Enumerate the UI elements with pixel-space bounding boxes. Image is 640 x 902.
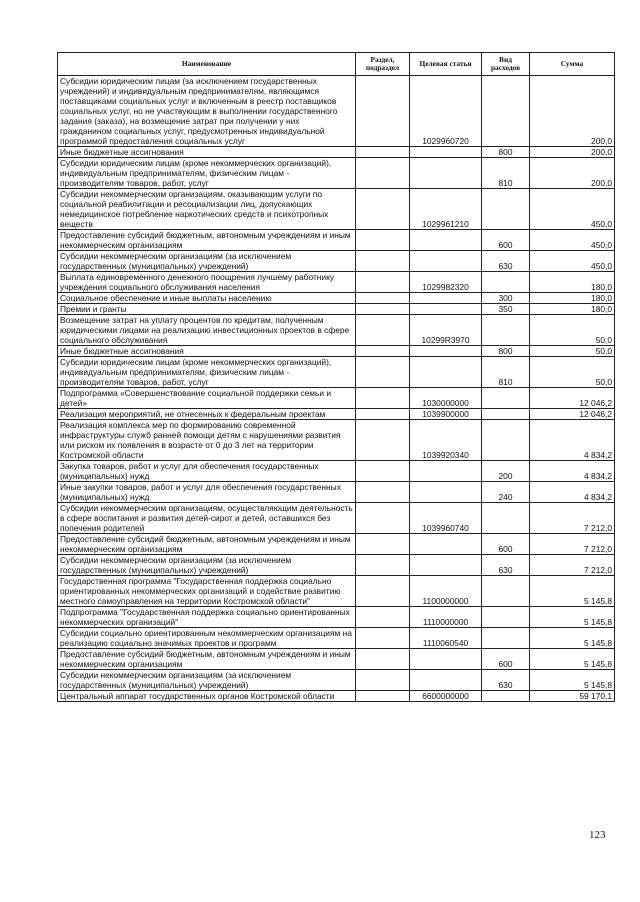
cell-kind: 800 [482, 147, 530, 158]
cell-name: Иные закупки товаров, работ и услуг для обеспечения государственных (муниципальных) нужд [58, 482, 356, 503]
cell-kind: 630 [482, 555, 530, 576]
cell-name: Реализация комплекса мер по формированию современной инфраструктуры служб ранней помощи детям с нарушениями развития или риском их появления в возрасте от 0 до 3 лет на территории Костромской области [58, 420, 356, 461]
table-row [58, 388, 615, 409]
cell-target: 6600000000 [410, 691, 482, 702]
cell-kind [482, 315, 530, 346]
page-number: 123 [589, 829, 606, 841]
cell-target [410, 357, 482, 388]
table-row [58, 691, 615, 702]
cell-target [410, 304, 482, 315]
cell-sum: 450,0 [530, 251, 615, 272]
header-sum: Сумма [530, 53, 615, 76]
cell-sum: 5 145,8 [530, 670, 615, 691]
cell-target: 1039920340 [410, 420, 482, 461]
cell-sum: 12 046,2 [530, 388, 615, 409]
table-row [58, 158, 615, 189]
cell-section [356, 76, 410, 147]
cell-sum: 4 834,2 [530, 420, 615, 461]
cell-target [410, 346, 482, 357]
cell-sum: 200,0 [530, 147, 615, 158]
table-row [58, 272, 615, 293]
cell-name: Субсидии некоммерческим организациям, осуществляющим деятельность в сфере воспитания и развития детей-сирот и детей, оставшихся без попечения родителей [58, 503, 356, 534]
cell-name: Социальное обеспечение и иные выплаты населению [58, 293, 356, 304]
cell-sum: 450,0 [530, 230, 615, 251]
cell-sum: 180,0 [530, 272, 615, 293]
cell-sum: 5 145,8 [530, 628, 615, 649]
cell-target: 1039900000 [410, 409, 482, 420]
table-row [58, 670, 615, 691]
table-row [58, 628, 615, 649]
cell-target: 1110000000 [410, 607, 482, 628]
cell-sum: 4 834,2 [530, 482, 615, 503]
cell-name: Субсидии юридическим лицам (кроме некоммерческих организаций), индивидуальным предпринимателям, физическим лицам - производителям товаров, работ, услуг [58, 357, 356, 388]
cell-name: Премии и гранты [58, 304, 356, 315]
cell-kind [482, 607, 530, 628]
table-row [58, 304, 615, 315]
table-row [58, 76, 615, 147]
table-row [58, 482, 615, 503]
cell-sum: 5 145,8 [530, 607, 615, 628]
header-section: Раздел, подраздел [356, 53, 410, 76]
cell-name: Выплата единовременного денежного поощрения лучшему работнику учреждения социального обслуживания населения [58, 272, 356, 293]
cell-kind [482, 503, 530, 534]
cell-name: Субсидии некоммерческим организациям (за исключением государственных (муниципальных) учреждений) [58, 251, 356, 272]
cell-kind [482, 628, 530, 649]
cell-sum: 180,0 [530, 293, 615, 304]
cell-section [356, 272, 410, 293]
cell-kind: 240 [482, 482, 530, 503]
cell-section [356, 420, 410, 461]
cell-name: Субсидии юридическим лицам (кроме некоммерческих организаций), индивидуальным предпринимателям, физическим лицам - производителям товаров, работ, услуг [58, 158, 356, 189]
cell-sum: 450,0 [530, 189, 615, 230]
table-row [58, 534, 615, 555]
cell-section [356, 628, 410, 649]
cell-section [356, 482, 410, 503]
cell-sum: 5 145,8 [530, 576, 615, 607]
cell-sum: 200,0 [530, 158, 615, 189]
cell-kind [482, 576, 530, 607]
cell-target [410, 670, 482, 691]
cell-target: 10299R3970 [410, 315, 482, 346]
header-target: Целевая статья [410, 53, 482, 76]
cell-kind [482, 691, 530, 702]
cell-name: Иные бюджетные ассигнования [58, 346, 356, 357]
cell-section [356, 388, 410, 409]
table-header-row [58, 53, 615, 76]
cell-name: Центральный аппарат государственных органов Костромской области [58, 691, 356, 702]
cell-section [356, 293, 410, 304]
cell-name: Возмещение затрат на уплату процентов по кредитам, полученным юридическими лицами на реализацию инвестиционных проектов в сфере социального обслуживания [58, 315, 356, 346]
cell-name: Подпрограмма "Государственная поддержка социально ориентированных некоммерческих организаций" [58, 607, 356, 628]
cell-kind: 600 [482, 230, 530, 251]
cell-section [356, 649, 410, 670]
cell-target: 1039960740 [410, 503, 482, 534]
cell-target [410, 534, 482, 555]
cell-target [410, 293, 482, 304]
cell-sum: 200,0 [530, 76, 615, 147]
cell-name: Субсидии некоммерческим организациям (за исключением государственных (муниципальных) учреждений) [58, 670, 356, 691]
cell-target: 1029961210 [410, 189, 482, 230]
cell-kind: 630 [482, 670, 530, 691]
cell-sum: 59 170,1 [530, 691, 615, 702]
table-row [58, 315, 615, 346]
cell-sum: 180,0 [530, 304, 615, 315]
cell-section [356, 158, 410, 189]
cell-name: Предоставление субсидий бюджетным, автономным учреждениям и иным некоммерческим организациям [58, 534, 356, 555]
cell-section [356, 409, 410, 420]
cell-sum: 12 046,2 [530, 409, 615, 420]
cell-target [410, 158, 482, 189]
cell-target [410, 555, 482, 576]
cell-name: Иные бюджетные ассигнования [58, 147, 356, 158]
cell-sum: 50,0 [530, 346, 615, 357]
cell-target: 1110060540 [410, 628, 482, 649]
cell-kind: 300 [482, 293, 530, 304]
cell-sum: 5 145,8 [530, 649, 615, 670]
cell-section [356, 230, 410, 251]
cell-section [356, 315, 410, 346]
cell-kind: 630 [482, 251, 530, 272]
cell-kind [482, 409, 530, 420]
cell-target: 1030000000 [410, 388, 482, 409]
table-row [58, 357, 615, 388]
cell-name: Закупка товаров, работ и услуг для обеспечения государственных (муниципальных) нужд [58, 461, 356, 482]
table-row [58, 461, 615, 482]
table-row [58, 555, 615, 576]
cell-sum: 50,0 [530, 357, 615, 388]
table-row [58, 230, 615, 251]
table-row [58, 649, 615, 670]
cell-kind: 600 [482, 534, 530, 555]
cell-kind [482, 272, 530, 293]
cell-sum: 50,0 [530, 315, 615, 346]
cell-kind [482, 420, 530, 461]
cell-section [356, 147, 410, 158]
header-kind: Вид расходов [482, 53, 530, 76]
cell-sum: 7 212,0 [530, 534, 615, 555]
header-name: Наименование [58, 53, 356, 76]
cell-kind: 200 [482, 461, 530, 482]
cell-section [356, 503, 410, 534]
cell-section [356, 670, 410, 691]
table-row [58, 607, 615, 628]
table-row [58, 147, 615, 158]
cell-target [410, 649, 482, 670]
cell-kind [482, 189, 530, 230]
table-row [58, 503, 615, 534]
cell-target [410, 482, 482, 503]
cell-kind: 810 [482, 357, 530, 388]
table-row [58, 293, 615, 304]
budget-table [57, 52, 615, 702]
cell-section [356, 691, 410, 702]
cell-section [356, 461, 410, 482]
cell-kind: 350 [482, 304, 530, 315]
cell-kind: 600 [482, 649, 530, 670]
cell-section [356, 534, 410, 555]
cell-target [410, 230, 482, 251]
cell-section [356, 251, 410, 272]
cell-name: Субсидии некоммерческим организациям, оказывающим услуги по социальной реабилитации и ресоциализации лиц, допускающих немедицинское потребление наркотических средств и психотропных веществ [58, 189, 356, 230]
table-row [58, 420, 615, 461]
cell-sum: 7 212,0 [530, 503, 615, 534]
cell-name: Реализация мероприятий, не отнесенных к федеральным проектам [58, 409, 356, 420]
cell-kind [482, 76, 530, 147]
cell-target: 1029982320 [410, 272, 482, 293]
cell-name: Предоставление субсидий бюджетным, автономным учреждениям и иным некоммерческим организациям [58, 230, 356, 251]
cell-section [356, 304, 410, 315]
table-row [58, 409, 615, 420]
table-body [58, 76, 615, 702]
cell-target: 1100000000 [410, 576, 482, 607]
cell-section [356, 555, 410, 576]
cell-sum: 4 834,2 [530, 461, 615, 482]
cell-section [356, 576, 410, 607]
cell-target [410, 251, 482, 272]
cell-kind: 800 [482, 346, 530, 357]
table-row [58, 189, 615, 230]
table-row [58, 251, 615, 272]
cell-name: Предоставление субсидий бюджетным, автономным учреждениям и иным некоммерческим организациям [58, 649, 356, 670]
cell-section [356, 357, 410, 388]
cell-sum: 7 212,0 [530, 555, 615, 576]
cell-target: 1029960720 [410, 76, 482, 147]
cell-kind [482, 388, 530, 409]
cell-name: Государственная программа "Государственная поддержка социально ориентированных некоммерческих организаций и содействие развитию местного самоуправления на территории Костромской области" [58, 576, 356, 607]
cell-section [356, 189, 410, 230]
cell-name: Подпрограмма «Совершенствование социальной поддержки семьи и детей» [58, 388, 356, 409]
cell-target [410, 461, 482, 482]
table-row [58, 576, 615, 607]
cell-section [356, 607, 410, 628]
cell-target [410, 147, 482, 158]
table-row [58, 346, 615, 357]
cell-name: Субсидии некоммерческим организациям (за исключением государственных (муниципальных) учреждений) [58, 555, 356, 576]
cell-section [356, 346, 410, 357]
cell-name: Субсидии юридическим лицам (за исключением государственных учреждений) и индивидуальным предпринимателям, являющимся поставщиками социальных услуг и включенным в реестр поставщиков социальных услуг, но не участвующим в выполнении государственного задания (заказа), на возмещение затрат при получении у них гражданином социальных услуг, предусмотренных индивидуальной программой предоставления социальных услуг [58, 76, 356, 147]
cell-name: Субсидии социально ориентированным некоммерческим организациям на реализацию социально значимых проектов и программ [58, 628, 356, 649]
cell-kind: 810 [482, 158, 530, 189]
